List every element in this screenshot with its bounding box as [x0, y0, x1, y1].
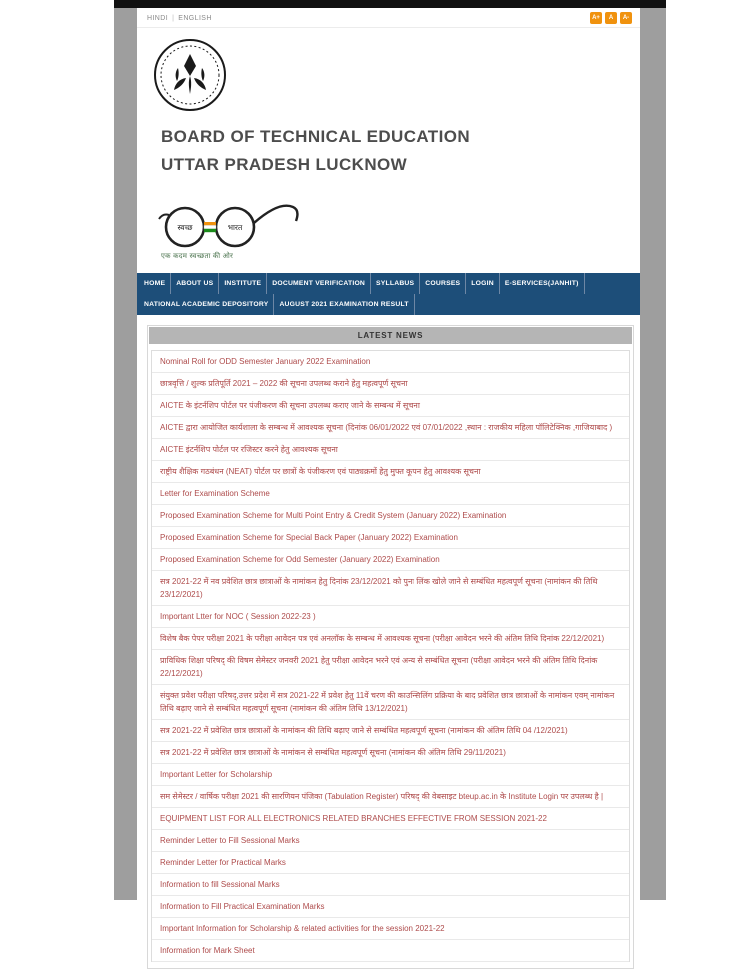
nav-item[interactable]: ABOUT US — [171, 273, 219, 294]
news-link[interactable]: सम सेमेस्टर / वार्षिक परीक्षा 2021 की सारणियन पंजिका (Tabulation Register) परिषद् की वेबसाइट bteup.ac.in के Institute Login पर उपलब्ध है | — [152, 786, 629, 808]
font-size-controls — [590, 12, 632, 24]
news-link[interactable]: प्राविधिक शिक्षा परिषद् की विषम सेमेस्टर जनवरी 2021 हेतु परीक्षा आवेदन भरने एवं अन्य से सम्बंधित सूचना (परीक्षा आवेदन भरने की अंतिम तिथि दिनांक 22/12/2021) — [152, 650, 629, 685]
site-page — [137, 8, 640, 955]
device-status-bar — [114, 0, 666, 8]
news-link[interactable]: AICTE इंटर्नशिप पोर्टल पर रजिस्टर करने हेतु आवश्यक सूचना — [152, 439, 629, 461]
font-decrease-button[interactable]: A- — [620, 12, 632, 24]
top-utility-bar — [137, 8, 640, 28]
glasses-left-lens-text: स्वच्छ — [177, 223, 193, 232]
nav-item[interactable]: SYLLABUS — [371, 273, 420, 294]
main-navigation — [137, 273, 640, 315]
nav-row-1 — [139, 273, 638, 294]
news-link[interactable]: सत्र 2021-22 में नव प्रवेशित छात्र छात्राओं के नामांकन हेतु दिनांक 23/12/2021 को पुनः लिंक खोले जाने से सम्बंधित महत्वपूर्ण सूचना (नामांकन की तिथि 23/12/2021) — [152, 571, 629, 606]
news-link[interactable]: Information for Mark Sheet — [152, 940, 629, 962]
up-government-emblem-icon — [153, 38, 227, 112]
nav-row-2 — [139, 294, 638, 315]
news-link[interactable]: Letter for Examination Scheme — [152, 483, 629, 505]
latest-news-header: LATEST NEWS — [149, 327, 632, 344]
news-link[interactable]: सत्र 2021-22 में प्रवेशित छात्र छात्राओं के नामांकन से सम्बंधित महत्वपूर्ण सूचना (नामांकन की अंतिम तिथि 29/11/2021) — [152, 742, 629, 764]
glasses-right-lens-text: भारत — [227, 223, 243, 232]
nav-item[interactable]: NATIONAL ACADEMIC DEPOSITORY — [139, 294, 274, 315]
swachh-bharat-logo — [153, 199, 303, 261]
nav-item[interactable]: LOGIN — [466, 273, 500, 294]
news-link[interactable]: Information to fill Sessional Marks — [152, 874, 629, 896]
swachh-tagline: एक कदम स्वच्छता की ओर — [161, 253, 234, 260]
news-link[interactable]: AICTE के इंटर्नशिप पोर्टल पर पंजीकरण की सूचना उपलब्ध कराए जाने के सम्बन्ध में सूचना — [152, 395, 629, 417]
nav-item[interactable]: INSTITUTE — [219, 273, 267, 294]
nav-item[interactable]: DOCUMENT VERIFICATION — [267, 273, 371, 294]
nav-item[interactable]: HOME — [139, 273, 171, 294]
mobile-viewport — [114, 0, 666, 955]
news-link[interactable]: Information to Fill Practical Examination Marks — [152, 896, 629, 918]
font-normal-button[interactable]: A — [605, 12, 617, 24]
news-link[interactable]: संयुक्त प्रवेश परीक्षा परिषद्,उत्तर प्रदेश में सत्र 2021-22 में प्रवेश हेतु 11वें चरण की काउन्सिलिंग प्रक्रिया के बाद प्रवेशित छात्र छात्राओं के नामांकन एवम् नामांकन तिथि बढ़ाए जाने से सम्बंधित महत्वपूर्ण सूचना (नामांकन की अंतिम तिथि 13/12/2021) — [152, 685, 629, 720]
site-title-line2: UTTAR PRADESH LUCKNOW — [161, 155, 408, 174]
language-separator: | — [172, 15, 175, 22]
site-title — [161, 123, 640, 179]
latest-news-list — [151, 350, 630, 962]
news-link[interactable]: सत्र 2021-22 में प्रवेशित छात्र छात्राओं के नामांकन की तिथि बढ़ाए जाने से सम्बंधित महत्वपूर्ण सूचना (नामांकन की अंतिम तिथि 04 /12/2021) — [152, 720, 629, 742]
site-title-line1: BOARD OF TECHNICAL EDUCATION — [161, 127, 471, 146]
news-link[interactable]: Important Ltter for NOC ( Session 2022-23 ) — [152, 606, 629, 628]
news-link[interactable]: Reminder Letter for Practical Marks — [152, 852, 629, 874]
news-link[interactable]: Proposed Examination Scheme for Special Back Paper (January 2022) Examination — [152, 527, 629, 549]
swachh-bharat-glasses-icon — [153, 199, 303, 251]
news-link[interactable]: Nominal Roll for ODD Semester January 2022 Examination — [152, 351, 629, 373]
news-link[interactable]: राष्ट्रीय शैक्षिक गठबंधन (NEAT) पोर्टल पर छात्रों के पंजीकरण एवं पाठ्यक्रमों हेतु मुफ्त कूपन हेतु आवश्यक सूचना — [152, 461, 629, 483]
news-link[interactable]: विशेष बैक पेपर परीक्षा 2021 के परीक्षा आवेदन पत्र एवं अनलॉक के सम्बन्ध में आवश्यक सूचना (परीक्षा आवेदन भरने की अंतिम तिथि दिनांक 22/12/2021) — [152, 628, 629, 650]
latest-news-panel — [147, 325, 634, 969]
news-link[interactable]: Important Letter for Scholarship — [152, 764, 629, 786]
news-link[interactable]: Proposed Examination Scheme for Odd Semester (January 2022) Examination — [152, 549, 629, 571]
news-link[interactable]: AICTE द्वारा आयोजित कार्यशाला के सम्बन्ध में आवश्यक सूचना (दिनांक 06/01/2022 एवं 07/01/2022 ,स्थान : राजकीय महिला पॉलिटेक्निक ,गाजियाबाद ) — [152, 417, 629, 439]
news-link[interactable]: Reminder Letter to Fill Sessional Marks — [152, 830, 629, 852]
english-language-link[interactable]: ENGLISH — [178, 15, 212, 22]
news-link[interactable]: छात्रवृत्ति / शुल्क प्रतिपूर्ति 2021 – 2022 की सूचना उपलब्ध कराने हेतु महत्वपूर्ण सूचना — [152, 373, 629, 395]
news-link[interactable]: Proposed Examination Scheme for Multi Point Entry & Credit System (January 2022) Examination — [152, 505, 629, 527]
nav-item[interactable]: COURSES — [420, 273, 466, 294]
nav-item[interactable]: AUGUST 2021 EXAMINATION RESULT — [274, 294, 414, 315]
nav-item[interactable]: E-SERVICES(JANHIT) — [500, 273, 585, 294]
language-switcher — [147, 12, 212, 22]
font-increase-button[interactable]: A+ — [590, 12, 602, 24]
hindi-language-link[interactable]: HINDI — [147, 15, 169, 22]
news-link[interactable]: Important Information for Scholarship & related activities for the session 2021-22 — [152, 918, 629, 940]
news-link[interactable]: EQUIPMENT LIST FOR ALL ELECTRONICS RELATED BRANCHES EFFECTIVE FROM SESSION 2021-22 — [152, 808, 629, 830]
